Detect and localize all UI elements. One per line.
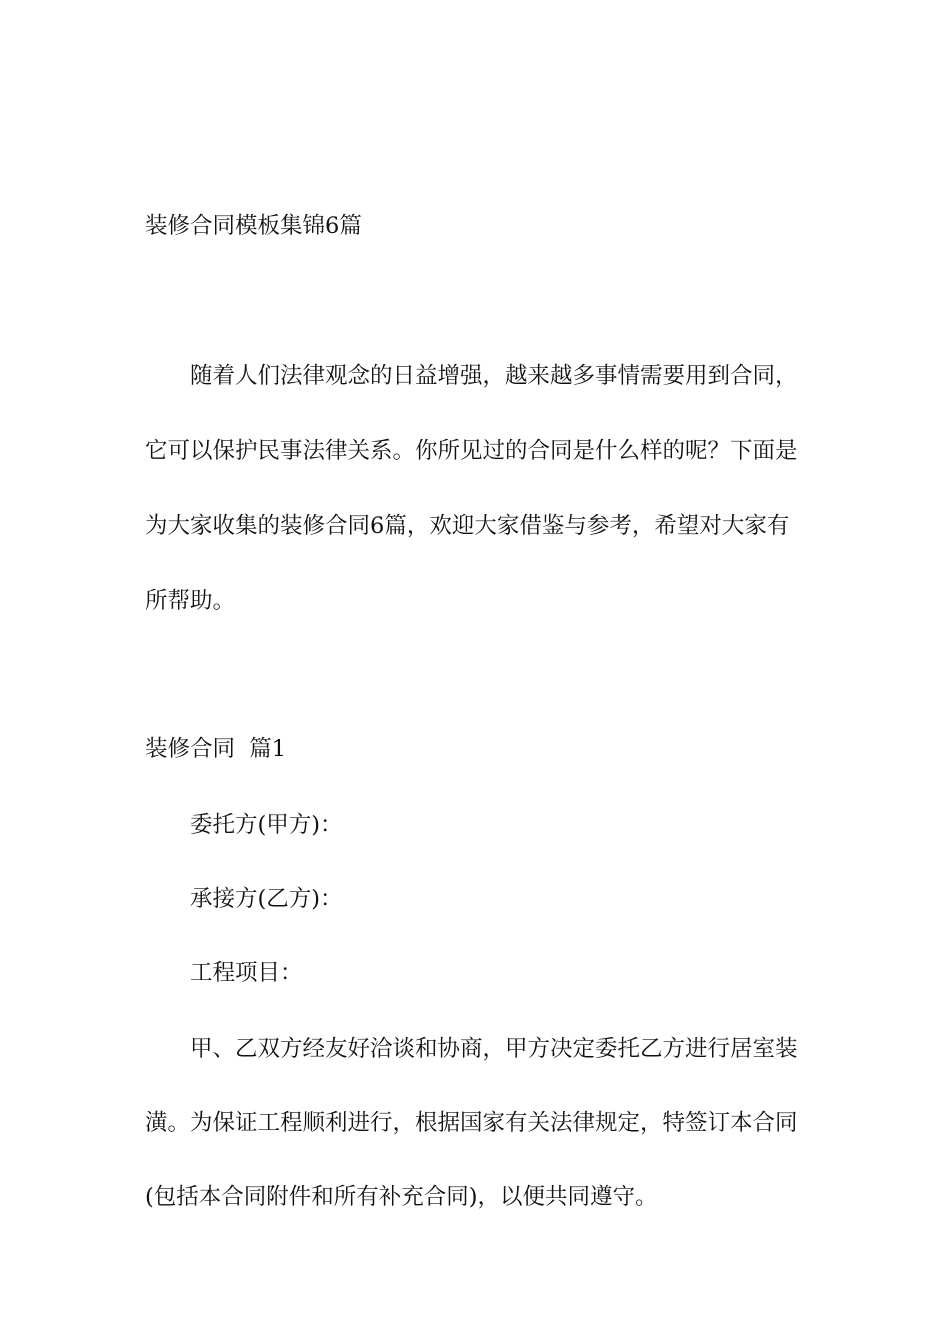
intro-line-1: 随着人们法律观念的日益增强，越来越多事情需要用到合同，: [190, 363, 798, 389]
body-line-3: (包括本合同附件和所有补充合同)，以便共同遵守。: [145, 1184, 658, 1210]
body-line-1: 甲、乙双方经友好洽谈和协商，甲方决定委托乙方进行居室装: [190, 1036, 798, 1062]
field-project: 工程项目：: [190, 960, 303, 986]
intro-line-2: 它可以保护民事法律关系。你所见过的合同是什么样的呢？下面是: [145, 438, 798, 464]
field-client: 委托方(甲方)：: [190, 812, 343, 838]
intro-line-3: 为大家收集的装修合同6篇，欢迎大家借鉴与参考，希望对大家有: [145, 513, 790, 539]
document-title: 装修合同模板集锦6篇: [145, 213, 362, 239]
field-contractor: 承接方(乙方)：: [190, 886, 343, 912]
section-heading: 装修合同 篇1: [145, 736, 287, 762]
body-line-2: 潢。为保证工程顺利进行，根据国家有关法律规定，特签订本合同: [145, 1110, 798, 1136]
intro-line-4: 所帮助。: [145, 588, 236, 614]
